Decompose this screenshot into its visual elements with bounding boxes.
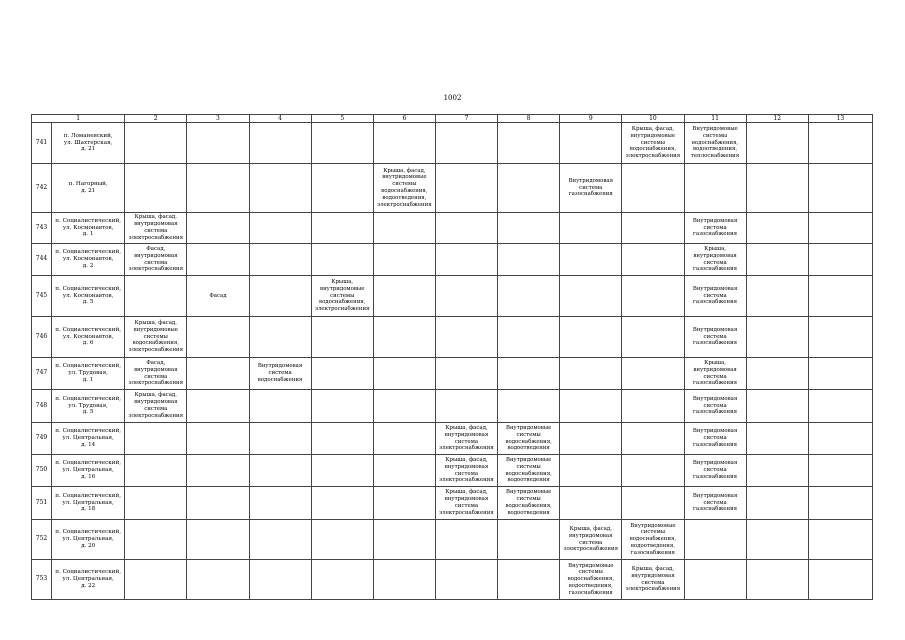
work-type-cell xyxy=(622,244,684,276)
work-type-cell xyxy=(684,560,746,600)
cell-text: Фасад, внутридомовая система электроснабжения xyxy=(128,359,184,387)
work-type-cell xyxy=(187,520,249,560)
column-header: 2 xyxy=(125,115,187,123)
column-header: 9 xyxy=(560,115,622,123)
work-type-cell xyxy=(187,390,249,423)
work-type-cell xyxy=(746,423,808,455)
work-type-cell xyxy=(622,455,684,487)
address-cell xyxy=(52,487,125,520)
work-type-cell xyxy=(622,276,684,317)
work-type-cell xyxy=(373,123,435,164)
column-numbers-row xyxy=(32,115,873,123)
work-type-cell xyxy=(560,487,622,520)
work-type-cell xyxy=(498,317,560,358)
work-type-cell xyxy=(746,164,808,213)
cell-text: п. Нагорный, д. 21 xyxy=(68,181,108,194)
row-number-cell: 750 xyxy=(32,455,52,487)
work-type-cell xyxy=(746,317,808,358)
address-cell xyxy=(52,244,125,276)
work-type-cell xyxy=(746,358,808,390)
column-header: 12 xyxy=(746,115,808,123)
work-type-cell xyxy=(560,455,622,487)
address-cell xyxy=(52,560,125,600)
work-type-cell xyxy=(435,358,497,390)
work-type-cell xyxy=(684,520,746,560)
row-number-cell: 752 xyxy=(32,520,52,560)
cell-text: Крыша, фасад, внутридомовая система электроснабжения xyxy=(625,565,681,593)
work-type-cell xyxy=(187,358,249,390)
work-type-cell xyxy=(249,123,311,164)
column-header: 7 xyxy=(435,115,497,123)
row-number-cell: 748 xyxy=(32,390,52,423)
work-type-cell xyxy=(373,244,435,276)
table-row xyxy=(32,123,873,164)
work-type-cell xyxy=(187,276,249,317)
work-type-cell xyxy=(560,317,622,358)
work-type-cell xyxy=(187,487,249,520)
work-type-cell xyxy=(808,164,872,213)
work-type-cell xyxy=(622,317,684,358)
work-type-cell xyxy=(373,164,435,213)
work-type-cell xyxy=(498,520,560,560)
table-row xyxy=(32,317,873,358)
work-type-cell xyxy=(249,164,311,213)
work-type-cell xyxy=(622,423,684,455)
work-type-cell xyxy=(435,213,497,244)
cell-text: Внутридомовая система газоснабжения xyxy=(692,492,738,513)
work-type-cell xyxy=(373,390,435,423)
work-type-cell xyxy=(373,560,435,600)
work-type-cell xyxy=(498,276,560,317)
work-type-cell xyxy=(746,520,808,560)
table-row xyxy=(32,423,873,455)
work-type-cell xyxy=(125,244,187,276)
column-header: 8 xyxy=(498,115,560,123)
work-type-cell xyxy=(498,123,560,164)
work-type-cell xyxy=(311,423,373,455)
work-type-cell xyxy=(311,520,373,560)
table-row xyxy=(32,390,873,423)
cell-text: Внутридомовые системы водоснабжения, водоотведения xyxy=(505,424,552,452)
table-row xyxy=(32,244,873,276)
column-header: 3 xyxy=(187,115,249,123)
page-number: 1002 xyxy=(443,94,462,102)
column-header: 6 xyxy=(373,115,435,123)
table-row xyxy=(32,358,873,390)
work-type-cell xyxy=(622,560,684,600)
row-number-cell: 747 xyxy=(32,358,52,390)
work-type-cell xyxy=(435,276,497,317)
work-type-cell xyxy=(498,455,560,487)
row-number-cell: 741 xyxy=(32,123,52,164)
work-type-cell xyxy=(808,520,872,560)
work-type-cell xyxy=(808,244,872,276)
cell-text: Крыша, внутридомовая система газоснабжения xyxy=(693,245,738,273)
address-cell xyxy=(52,317,125,358)
work-type-cell xyxy=(498,358,560,390)
cell-text: п. Социалистический, ул. Космонавтов, д. 6 xyxy=(55,326,121,347)
work-type-cell xyxy=(435,244,497,276)
work-type-cell xyxy=(249,317,311,358)
work-type-cell xyxy=(187,455,249,487)
work-type-cell xyxy=(498,390,560,423)
cell-text: Внутридомовые системы водоснабжения, водоотведения xyxy=(505,489,552,516)
work-type-cell xyxy=(125,455,187,487)
cell-text: Крыша, фасад, внутридомовая система электроснабжения xyxy=(128,214,184,241)
cell-text: Фасад, внутридомовая система электроснабжения xyxy=(128,245,184,273)
address-cell xyxy=(52,520,125,560)
cell-text: п. Социалистический, ул. Центральная, д. 14 xyxy=(55,428,121,448)
cell-text: Крыша, фасад, внутридомовая система электроснабжения xyxy=(439,456,494,484)
cell-text: Фасад xyxy=(209,292,227,299)
work-type-cell xyxy=(311,317,373,358)
work-type-cell xyxy=(684,487,746,520)
work-type-cell xyxy=(435,164,497,213)
column-header: 4 xyxy=(249,115,311,123)
address-cell xyxy=(52,164,125,213)
work-type-cell xyxy=(684,455,746,487)
cell-text: Внутридомовая система газоснабжения xyxy=(568,177,613,198)
work-type-cell xyxy=(622,390,684,423)
cell-text: Крыша, фасад, внутридомовая система электроснабжения xyxy=(439,489,494,516)
work-type-cell xyxy=(684,123,746,164)
work-type-cell xyxy=(560,276,622,317)
cell-text: Крыша, внутридомовая система газоснабжения xyxy=(693,359,738,387)
row-number-cell: 753 xyxy=(32,560,52,600)
work-type-cell xyxy=(125,423,187,455)
work-type-cell xyxy=(435,390,497,423)
work-type-cell xyxy=(435,123,497,164)
work-type-cell xyxy=(622,164,684,213)
work-type-cell xyxy=(249,487,311,520)
work-type-cell xyxy=(249,560,311,600)
table-row xyxy=(32,164,873,213)
cell-text: п. Социалистический, ул. Центральная, д. 20 xyxy=(55,529,121,549)
work-type-cell xyxy=(373,276,435,317)
work-type-cell xyxy=(311,213,373,244)
cell-text: Крыша, внутридомовые системы водоснабжения, электроснабжения xyxy=(314,279,370,313)
work-type-cell xyxy=(560,423,622,455)
work-type-cell xyxy=(808,560,872,600)
work-type-cell xyxy=(746,390,808,423)
cell-text: Внутридомовая система водоснабжения xyxy=(257,363,303,383)
work-type-cell xyxy=(249,213,311,244)
work-type-cell xyxy=(187,213,249,244)
work-type-cell xyxy=(498,560,560,600)
table-body xyxy=(32,123,873,600)
work-type-cell xyxy=(125,358,187,390)
work-type-cell xyxy=(373,358,435,390)
work-type-cell xyxy=(125,213,187,244)
address-cell xyxy=(52,276,125,317)
cell-text: п. Социалистический, ул. Космонавтов, д. 1 xyxy=(55,217,121,238)
work-type-cell xyxy=(498,487,560,520)
work-type-cell xyxy=(808,123,872,164)
work-type-cell xyxy=(311,358,373,390)
work-type-cell xyxy=(746,123,808,164)
work-type-cell xyxy=(560,358,622,390)
work-type-cell xyxy=(373,520,435,560)
work-type-cell xyxy=(249,358,311,390)
address-cell xyxy=(52,455,125,487)
work-type-cell xyxy=(125,123,187,164)
column-header: 11 xyxy=(684,115,746,123)
work-type-cell xyxy=(622,487,684,520)
work-type-cell xyxy=(808,487,872,520)
work-type-cell xyxy=(684,423,746,455)
work-type-cell xyxy=(373,487,435,520)
work-type-cell xyxy=(187,244,249,276)
work-type-cell xyxy=(311,390,373,423)
work-type-cell xyxy=(746,244,808,276)
address-cell xyxy=(52,123,125,164)
work-type-cell xyxy=(684,164,746,213)
work-type-cell xyxy=(622,123,684,164)
work-type-cell xyxy=(560,164,622,213)
work-type-cell xyxy=(187,317,249,358)
cell-text: Внутридомовые системы водоснабжения, водоотведения, теплоснабжения xyxy=(690,126,740,160)
work-type-cell xyxy=(684,213,746,244)
work-type-cell xyxy=(435,520,497,560)
work-type-cell xyxy=(187,423,249,455)
work-type-cell xyxy=(311,276,373,317)
work-type-cell xyxy=(249,390,311,423)
work-type-cell xyxy=(373,213,435,244)
cell-text: Внутридомовая система газоснабжения xyxy=(692,395,738,416)
cell-text: п. Социалистический, ул. Центральная, д. 22 xyxy=(55,569,121,589)
work-type-cell xyxy=(808,317,872,358)
address-cell xyxy=(52,423,125,455)
cell-text: Внутридомовые системы водоснабжения, водоотведения, газоснабжения xyxy=(629,522,677,556)
work-type-cell xyxy=(498,244,560,276)
cell-text: Внутридомовая система газоснабжения xyxy=(692,285,738,306)
address-cell xyxy=(52,390,125,423)
work-type-cell xyxy=(125,487,187,520)
work-type-cell xyxy=(560,244,622,276)
work-type-cell xyxy=(684,358,746,390)
row-number-cell: 745 xyxy=(32,276,52,317)
work-type-cell xyxy=(684,276,746,317)
table-row xyxy=(32,487,873,520)
row-number-cell: 746 xyxy=(32,317,52,358)
cell-text: п. Социалистический, ул. Космонавтов, д. 2 xyxy=(55,249,121,269)
work-type-cell xyxy=(684,244,746,276)
work-type-cell xyxy=(373,317,435,358)
work-type-cell xyxy=(311,487,373,520)
cell-text: п. Ломаневский, ул. Шахтерская, д. 21 xyxy=(63,132,113,153)
work-type-cell xyxy=(622,213,684,244)
work-type-cell xyxy=(311,560,373,600)
work-type-cell xyxy=(125,276,187,317)
work-type-cell xyxy=(746,276,808,317)
cell-text: Внутридомовая система газоснабжения xyxy=(692,460,738,480)
work-type-cell xyxy=(435,487,497,520)
work-type-cell xyxy=(746,487,808,520)
work-type-cell xyxy=(498,213,560,244)
cell-text: Крыша, фасад, внутридомовые системы водоснабжения, электроснабжения xyxy=(625,126,681,160)
work-type-cell xyxy=(746,455,808,487)
row-number-cell: 749 xyxy=(32,423,52,455)
work-type-cell xyxy=(435,455,497,487)
work-type-cell xyxy=(249,455,311,487)
cell-text: Крыша, фасад, внутридомовые системы водоснабжения, электроснабжения xyxy=(128,320,184,354)
work-type-cell xyxy=(560,123,622,164)
cell-text: Крыша, фасад, внутридомовая система электроснабжения xyxy=(128,392,184,419)
work-type-cell xyxy=(311,244,373,276)
work-type-cell xyxy=(498,164,560,213)
work-type-cell xyxy=(808,213,872,244)
work-type-cell xyxy=(808,423,872,455)
cell-text: Крыша, фасад, внутридомовые системы водоснабжения, водоотведения, электроснабжения xyxy=(377,167,432,208)
table-row xyxy=(32,520,873,560)
work-type-cell xyxy=(125,317,187,358)
work-type-cell xyxy=(125,560,187,600)
column-header: 1 xyxy=(32,115,125,123)
address-cell xyxy=(52,213,125,244)
work-type-cell xyxy=(746,213,808,244)
row-number-cell: 751 xyxy=(32,487,52,520)
work-type-cell xyxy=(373,455,435,487)
work-type-cell xyxy=(808,390,872,423)
work-type-cell xyxy=(560,520,622,560)
work-type-cell xyxy=(808,276,872,317)
cell-text: п. Социалистический, ул. Трудовая, д. 1 xyxy=(55,363,121,383)
work-type-cell xyxy=(311,123,373,164)
column-header: 13 xyxy=(808,115,872,123)
cell-text: Крыша, фасад, внутридомовая система электроснабжения xyxy=(439,424,494,452)
work-type-cell xyxy=(125,164,187,213)
cell-text: Внутридомовая система газоснабжения xyxy=(692,428,738,448)
work-type-cell xyxy=(249,276,311,317)
column-header: 10 xyxy=(622,115,684,123)
cell-text: п. Социалистический, ул. Космонавтов, д. 5 xyxy=(55,285,121,306)
work-type-cell xyxy=(435,423,497,455)
table-row xyxy=(32,455,873,487)
work-type-cell xyxy=(125,390,187,423)
table-row xyxy=(32,560,873,600)
cell-text: Внутридомовые системы водоснабжения, водоотведения xyxy=(505,456,552,484)
work-type-cell xyxy=(808,455,872,487)
work-type-cell xyxy=(560,213,622,244)
work-type-cell xyxy=(249,520,311,560)
cell-text: п. Социалистический, ул. Центральная, д. 16 xyxy=(55,460,121,480)
table-row xyxy=(32,213,873,244)
work-type-cell xyxy=(311,455,373,487)
cell-text: Внутридомовые системы водоснабжения, водоотведения, газоснабжения xyxy=(567,562,614,596)
table-row xyxy=(32,276,873,317)
column-header: 5 xyxy=(311,115,373,123)
work-type-cell xyxy=(684,317,746,358)
repair-schedule-table xyxy=(31,114,873,600)
cell-text: п. Социалистический, ул. Центральная, д. 18 xyxy=(55,492,121,513)
row-number-cell: 744 xyxy=(32,244,52,276)
work-type-cell xyxy=(373,423,435,455)
work-type-cell xyxy=(808,358,872,390)
cell-text: п. Социалистический, ул. Трудовая, д. 5 xyxy=(55,395,121,416)
address-cell xyxy=(52,358,125,390)
work-type-cell xyxy=(249,244,311,276)
work-type-cell xyxy=(125,520,187,560)
work-type-cell xyxy=(311,164,373,213)
cell-text: Внутридомовая система газоснабжения xyxy=(692,326,738,347)
work-type-cell xyxy=(622,520,684,560)
cell-text: Крыша, фасад, внутридомовая система электроснабжения xyxy=(563,525,619,553)
row-number-cell: 743 xyxy=(32,213,52,244)
work-type-cell xyxy=(746,560,808,600)
row-number-cell: 742 xyxy=(32,164,52,213)
work-type-cell xyxy=(498,423,560,455)
work-type-cell xyxy=(560,390,622,423)
work-type-cell xyxy=(187,560,249,600)
cell-text: Внутридомовая система газоснабжения xyxy=(692,217,738,238)
work-type-cell xyxy=(560,560,622,600)
work-type-cell xyxy=(187,123,249,164)
work-type-cell xyxy=(684,390,746,423)
work-type-cell xyxy=(622,358,684,390)
work-type-cell xyxy=(435,560,497,600)
work-type-cell xyxy=(435,317,497,358)
work-type-cell xyxy=(249,423,311,455)
work-type-cell xyxy=(187,164,249,213)
